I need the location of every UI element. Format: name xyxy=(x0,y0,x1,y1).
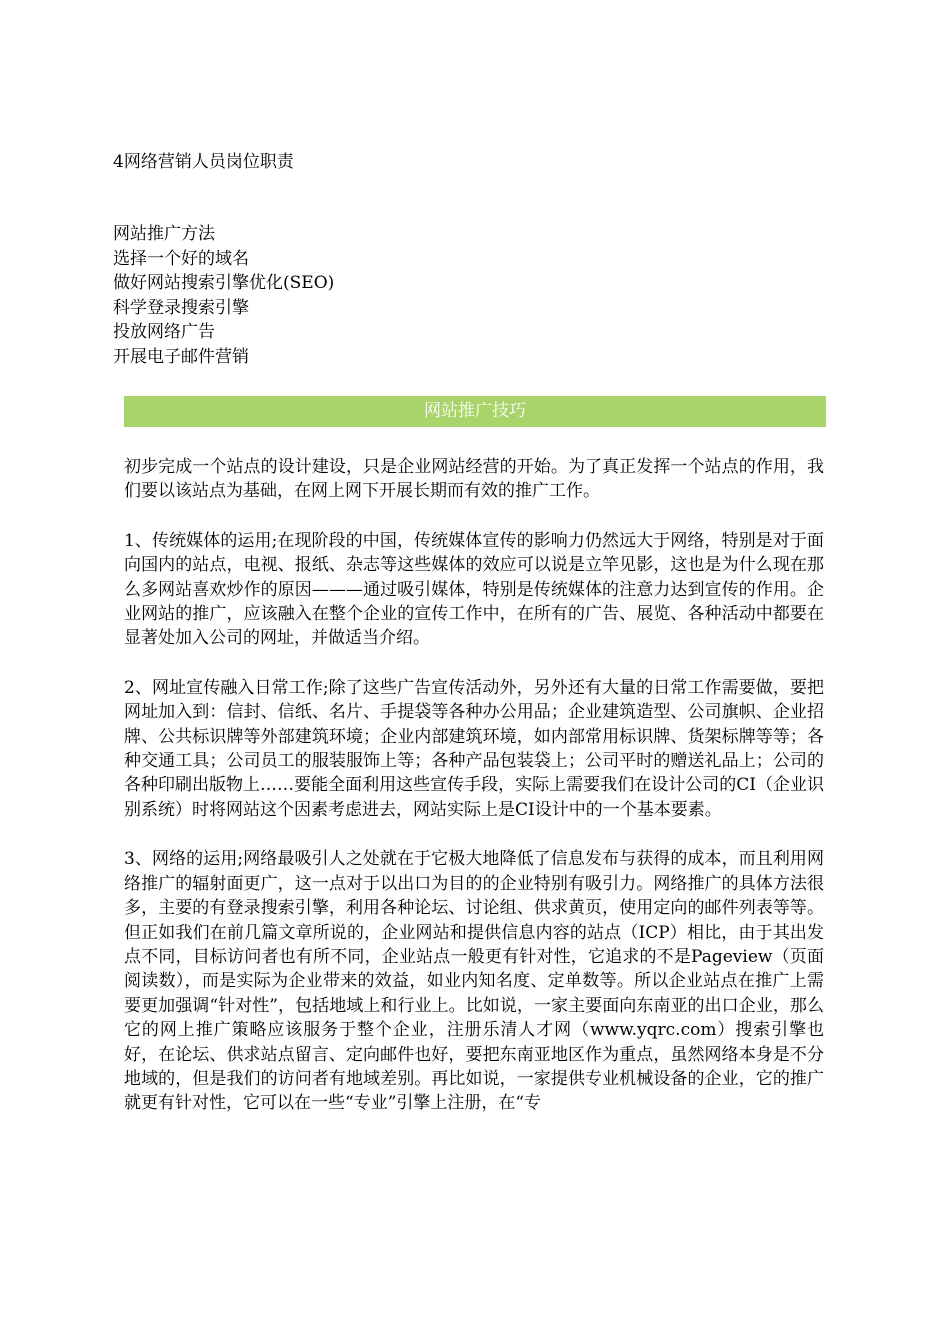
section-title: 网站推广技巧 xyxy=(424,401,526,421)
promotion-methods-list xyxy=(113,222,334,370)
paragraph-network-usage: 3、网络的运用;网络最吸引人之处就在于它极大地降低了信息发布与获得的成本，而且利用网络推广的辐射面更广，这一点对于以出口为目的的企业特别有吸引力。网络推广的具体方法很多，主要的有登录搜索引擎，利用各种论坛、讨论组、供求黄页，使用定向的邮件列表等等。但正如我们在前几篇文章所说的，企业网站和提供信息内容的站点（ICP）相比，由于其出发点不同，目标访问者也有所不同，企业站点一般更有针对性，它追求的不是Pageview（页面阅读数），而是实际为企业带来的效益，如业内知名度、定单数等。所以企业站点在推广上需要更加强调“针对性”，包括地域上和行业上。比如说，一家主要面向东南亚的出口企业，那么它的网上推广策略应该服务于整个企业，注册乐清人才网（www.yqrc.com）搜索引擎也好，在论坛、供求站点留言、定向邮件也好，要把东南亚地区作为重点，虽然网络本身是不分地域的，但是我们的访问者有地域差别。再比如说，一家提供专业机械设备的企业，它的推广就更有针对性，它可以在一些“专业”引擎上注册，在“专 xyxy=(124,849,824,1114)
list-item: 网站推广方法 xyxy=(113,224,215,244)
list-item: 科学登录搜索引擎 xyxy=(113,297,249,318)
list-item: 做好网站搜索引擎优化(SEO) xyxy=(113,273,335,294)
paragraph-traditional-media: 1、传统媒体的运用;在现阶段的中国，传统媒体宣传的影响力仍然远大于网络，特别是对于面向国内的站点，电视、报纸、杂志等这些媒体的效应可以说是立竿见影，这也是为什么现在那么多网站喜欢炒作的原因———通过吸引媒体，特别是传统媒体的注意力达到宣传的作用。企业网站的推广，应该融入在整个企业的宣传工作中，在所有的广告、展览、各种活动中都要在显著处加入公司的网址，并做适当介绍。 xyxy=(124,530,824,649)
list-item: 开展电子邮件营销 xyxy=(113,346,249,367)
paragraph-daily-work: 2、网址宣传融入日常工作;除了这些广告宣传活动外，另外还有大量的日常工作需要做，要把网址加入到：信封、信纸、名片、手提袋等各种办公用品；企业建筑造型、公司旗帜、企业招牌、公共标识牌等外部建筑环境；企业内部建筑环境，如内部常用标识牌、货架标牌等等；各种交通工具；公司员工的服装服饰上等；各种产品包装袋上；公司平时的赠送礼品上；公司的各种印刷出版物上……要能全面利用这些宣传手段，实际上需要我们在设计公司的CI（企业识别系统）时将网站这个因素考虑进去，网站实际上是CI设计中的一个基本要素。 xyxy=(124,677,824,820)
article-body xyxy=(124,455,824,1141)
list-item: 投放网络广告 xyxy=(113,322,215,343)
section-title-bar xyxy=(124,396,826,427)
intro-paragraph: 初步完成一个站点的设计建设，只是企业网站经营的开始。为了真正发挥一个站点的作用，我们要以该站点为基础，在网上网下开展长期而有效的推广工作。 xyxy=(124,457,824,502)
document-heading: 4网络营销人员岗位职责 xyxy=(113,152,294,172)
list-item: 选择一个好的域名 xyxy=(113,248,249,269)
